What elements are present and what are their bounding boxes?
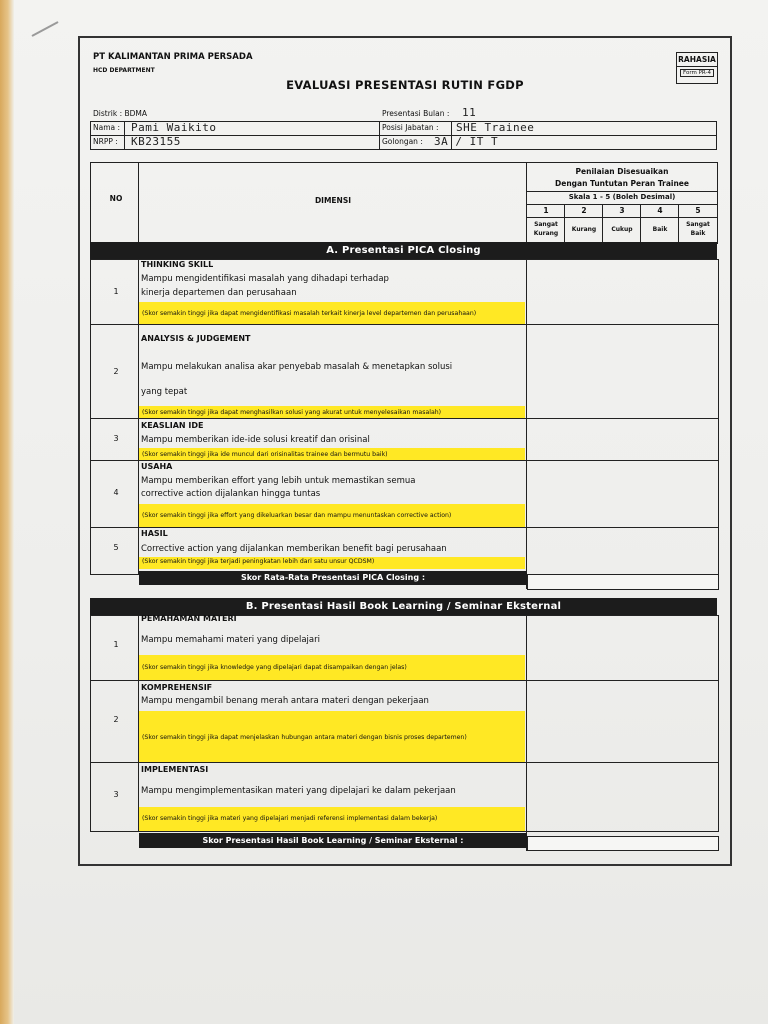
row-a1-desc-2: kinerja departemen dan perusahaan (141, 288, 297, 298)
section-a-score-label: Skor Rata-Rata Presentasi PICA Closing : (139, 571, 527, 585)
section-b-score-label: Skor Presentasi Hasil Book Learning / Seminar Eksternal : (139, 833, 527, 848)
section-a-score-cell[interactable] (527, 574, 719, 590)
nrpp-value: KB23155 (131, 135, 181, 148)
golongan-label: Golongan : (382, 137, 423, 146)
row-a1-note: (Skor semakin tinggi jika dapat mengidentifikasi masalah terkait kinerja level departemen dan perusahaan) (142, 310, 477, 317)
row-b2-heading: KOMPREHENSIF (141, 683, 213, 692)
scale-num-4: 4 (657, 206, 663, 215)
row-a1-no: 1 (113, 287, 119, 296)
row-a5-note: (Skor semakin tinggi jika terjadi peningkatan lebih dari satu unsur QCDSM) (142, 558, 375, 565)
section-b-title: B. Presentasi Hasil Book Learning / Seminar Eksternal (90, 598, 717, 615)
scale-num-2: 2 (581, 206, 587, 215)
row-b2-desc-1: Mampu mengambil benang merah antara materi dengan pekerjaan (141, 696, 429, 706)
scale-label-1a: Sangat (534, 221, 558, 228)
row-b2-note: (Skor semakin tinggi jika dapat menjelaskan hubungan antara materi dengan bisnis proses departemen) (142, 734, 467, 741)
row-a5-heading: HASIL (141, 529, 168, 538)
row-a3-no: 3 (113, 434, 119, 443)
scale-label-5b: Baik (690, 230, 706, 237)
posisi-value: SHE Trainee (456, 121, 535, 134)
row-a3-heading: KEASLIAN IDE (141, 421, 204, 430)
header-skala: Skala 1 - 5 (Boleh Desimal) (568, 193, 676, 201)
section-a-title: A. Presentasi PICA Closing (90, 242, 717, 259)
scale-num-3: 3 (619, 206, 625, 215)
row-a2-desc-2: yang tepat (141, 387, 188, 397)
row-b3-heading: IMPLEMENTASI (141, 765, 209, 774)
row-a5-no: 5 (113, 543, 119, 552)
row-a1-desc-1: Mampu mengidentifikasi masalah yang dihadapi terhadap (141, 274, 389, 284)
row-b3-note: (Skor semakin tinggi jika materi yang dipelajari menjadi referensi implementasi dalam bekerja) (142, 815, 438, 822)
scale-label-4: Baik (652, 226, 668, 233)
row-a2-note: (Skor semakin tinggi jika dapat menghasilkan solusi yang akurat untuk menyelesaikan masalah) (142, 409, 442, 416)
form-title: EVALUASI PRESENTASI RUTIN FGDP (286, 78, 524, 92)
bulan-value: 11 (462, 106, 477, 119)
row-a5-desc-1: Corrective action yang dijalankan memberikan benefit bagi perusahaan (141, 544, 447, 554)
row-a1-heading: THINKING SKILL (141, 260, 214, 269)
row-a3-desc-1: Mampu memberikan ide-ide solusi kreatif dan orisinal (141, 435, 370, 445)
row-a4-desc-1: Mampu memberikan effort yang lebih untuk memastikan semua (141, 476, 416, 486)
row-a4-no: 4 (113, 488, 119, 497)
scale-label-5a: Sangat (686, 221, 710, 228)
golongan-value: 3A / IT T (434, 135, 499, 148)
scale-label-2: Kurang (571, 226, 597, 233)
row-b3-desc-1: Mampu mengimplementasikan materi yang dipelajari ke dalam pekerjaan (141, 786, 456, 796)
header-dimensi: DIMENSI (314, 196, 352, 205)
row-b2-no: 2 (113, 715, 119, 724)
row-a4-desc-2: corrective action dijalankan hingga tuntas (141, 489, 321, 499)
row-b3-no: 3 (113, 790, 119, 799)
nrpp-label: NRPP : (93, 137, 118, 146)
row-b1-note: (Skor semakin tinggi jika knowledge yang dipelajari dapat disampaikan dengan jelas) (142, 664, 407, 671)
header-no: NO (109, 194, 123, 203)
row-a4-note: (Skor semakin tinggi jika effort yang dikeluarkan besar dan mampu menuntaskan corrective action) (142, 512, 452, 519)
row-b1-heading: PEMAHAMAN MATERI (141, 614, 237, 623)
form-code: Form PR-4 (680, 69, 714, 77)
department-name: HCD DEPARTMENT (93, 67, 155, 74)
posisi-label: Posisi Jabatan : (382, 123, 439, 132)
row-a4-heading: USAHA (141, 462, 173, 471)
section-b-score-cell[interactable] (527, 836, 719, 851)
scale-num-5: 5 (695, 206, 701, 215)
nama-value: Pami Waikito (131, 121, 217, 134)
nama-label: Nama : (93, 123, 121, 132)
header-penilaian-1: Penilaian Disesuaikan (575, 167, 669, 176)
scale-num-1: 1 (543, 206, 549, 215)
row-a2-desc-1: Mampu melakukan analisa akar penyebab masalah & menetapkan solusi (141, 362, 453, 372)
confidential-box (676, 52, 718, 84)
confidential-label: RAHASIA (677, 53, 717, 67)
row-b1-no: 1 (113, 640, 119, 649)
bulan-label: Presentasi Bulan : (382, 109, 450, 118)
company-name: PT KALIMANTAN PRIMA PERSADA (93, 52, 253, 62)
header-penilaian-2: Dengan Tuntutan Peran Trainee (555, 179, 689, 188)
row-a2-heading: ANALYSIS & JUDGEMENT (141, 334, 251, 343)
scale-label-1b: Kurang (533, 230, 559, 237)
row-a3-note: (Skor semakin tinggi jika ide muncul dari orisinalitas trainee dan bermutu baik) (142, 451, 388, 458)
row-a2-no: 2 (113, 367, 119, 376)
distrik-label: Distrik : BDMA (93, 109, 148, 118)
scale-label-3: Cukup (611, 226, 633, 233)
row-b1-desc-1: Mampu memahami materi yang dipelajari (141, 635, 320, 645)
